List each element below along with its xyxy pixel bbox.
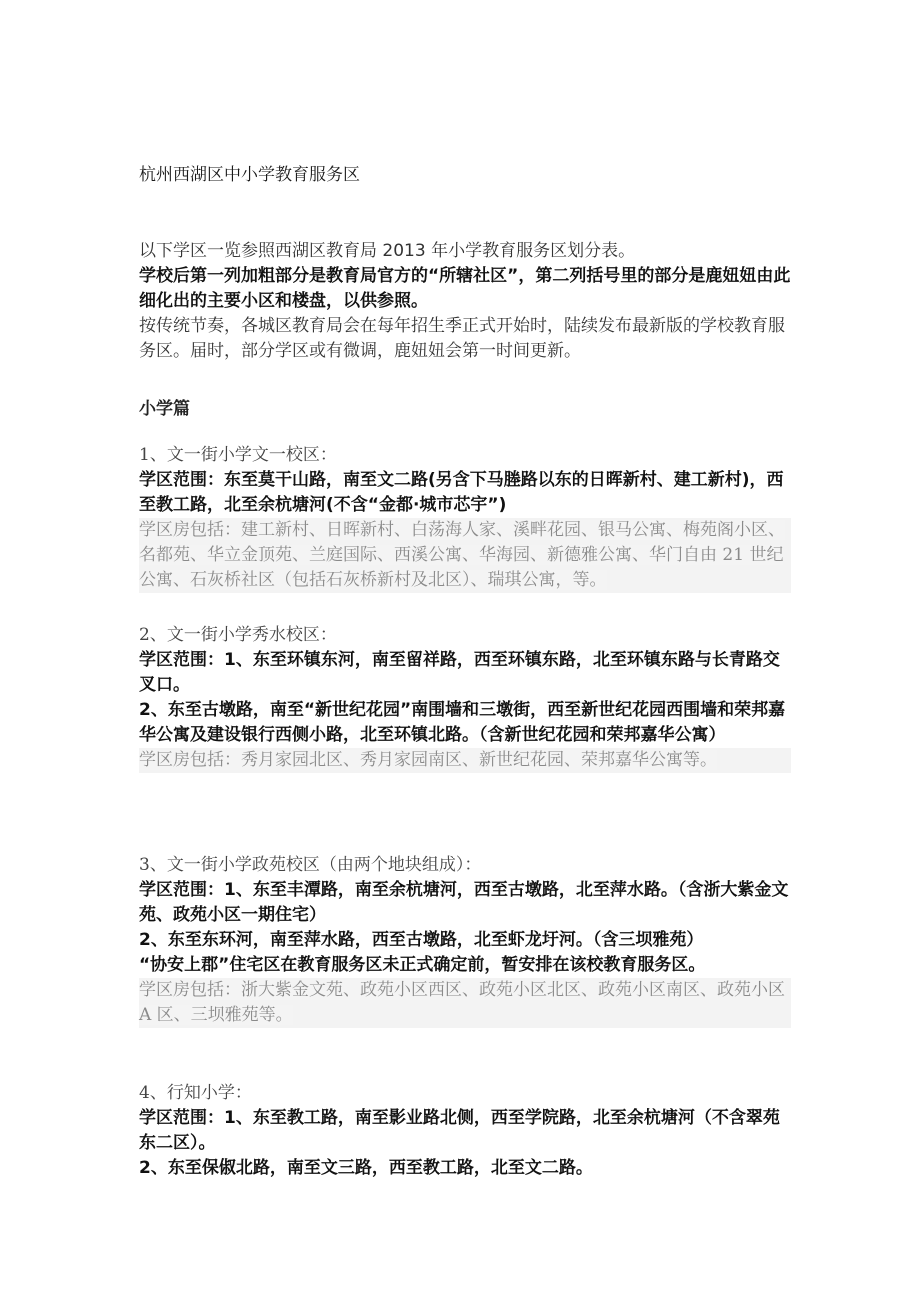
school-entry: [139, 623, 791, 773]
school-range: 2、东至保俶北路，南至文三路，西至教工路，北至文二路。: [139, 1158, 593, 1178]
intro-line-1: 以下学区一览参照西湖区教育局 2013 年小学教育服务区划分表。: [139, 241, 636, 261]
housing-block: [139, 978, 791, 1028]
school-entry: [139, 443, 791, 593]
school-range: 学区范围：1、东至教工路，南至影业路北侧，西至学院路，北至余杭塘河（不含翠苑东二区）。: [139, 1108, 780, 1153]
intro-line-2: 学校后第一列加粗部分是教育局官方的“所辖社区”，第二列括号里的部分是鹿妞妞由此细化出的主要小区和楼盘，以供参照。: [139, 266, 791, 311]
page-title: 杭州西湖区中小学教育服务区: [139, 165, 360, 185]
school-name: 4、行知小学：: [139, 1083, 252, 1103]
school-name: 3、文一街小学政苑校区（由两个地块组成）：: [139, 855, 482, 875]
school-entry: [139, 1081, 791, 1181]
intro-line-3: 按传统节奏，各城区教育局会在每年招生季正式开始时，陆续发布最新版的学校教育服务区。届时，部分学区或有微调，鹿妞妞会第一时间更新。: [139, 316, 785, 361]
school-range: 2、东至东环河，南至萍水路，西至古墩路，北至虾龙圩河。（含三坝雅苑）: [139, 930, 704, 950]
school-entry: [139, 853, 791, 1028]
housing-block: [139, 748, 791, 773]
section-heading: 小学篇: [139, 399, 190, 419]
school-name: 1、文一街小学文一校区：: [139, 445, 337, 465]
school-range: 学区范围：1、东至丰潭路，南至余杭塘河，西至古墩路，北至萍水路。（含浙大紫金文苑、政苑小区一期住宅）: [139, 880, 789, 925]
intro-paragraph: [139, 239, 791, 364]
school-name: 2、文一街小学秀水校区：: [139, 625, 337, 645]
school-range: 学区范围：东至莫干山路，南至文二路(另含下马塍路以东的日晖新村、建工新村)，西至教工路，北至余杭塘河(不含“金都·城市芯宇”): [139, 470, 784, 515]
housing-block: [139, 518, 791, 593]
school-housing: 学区房包括：秀月家园北区、秀月家园南区、新世纪花园、荣邦嘉华公寓等。: [139, 750, 717, 770]
school-range: “协安上郡”住宅区在教育服务区未正式确定前，暂安排在该校教育服务区。: [139, 955, 706, 975]
school-range: 学区范围：1、东至环镇东河，南至留祥路，西至环镇东路，北至环镇东路与长青路交叉口。: [139, 650, 780, 695]
school-housing: 学区房包括：建工新村、日晖新村、白荡海人家、溪畔花园、银马公寓、梅苑阁小区、名都苑、华立金顶苑、兰庭国际、西溪公寓、华海园、新德雅公寓、华门自由 21 世纪公寓、石灰桥社区（包括石灰桥新村及北区）、瑞琪公寓，等。: [139, 520, 785, 590]
school-range: 2、东至古墩路，南至“新世纪花园”南围墙和三墩街，西至新世纪花园西围墙和荣邦嘉华公寓及建设银行西侧小路，北至环镇北路。（含新世纪花园和荣邦嘉华公寓）: [139, 700, 786, 745]
school-housing: 学区房包括：浙大紫金文苑、政苑小区西区、政苑小区北区、政苑小区南区、政苑小区 A 区、三坝雅苑等。: [139, 980, 785, 1025]
